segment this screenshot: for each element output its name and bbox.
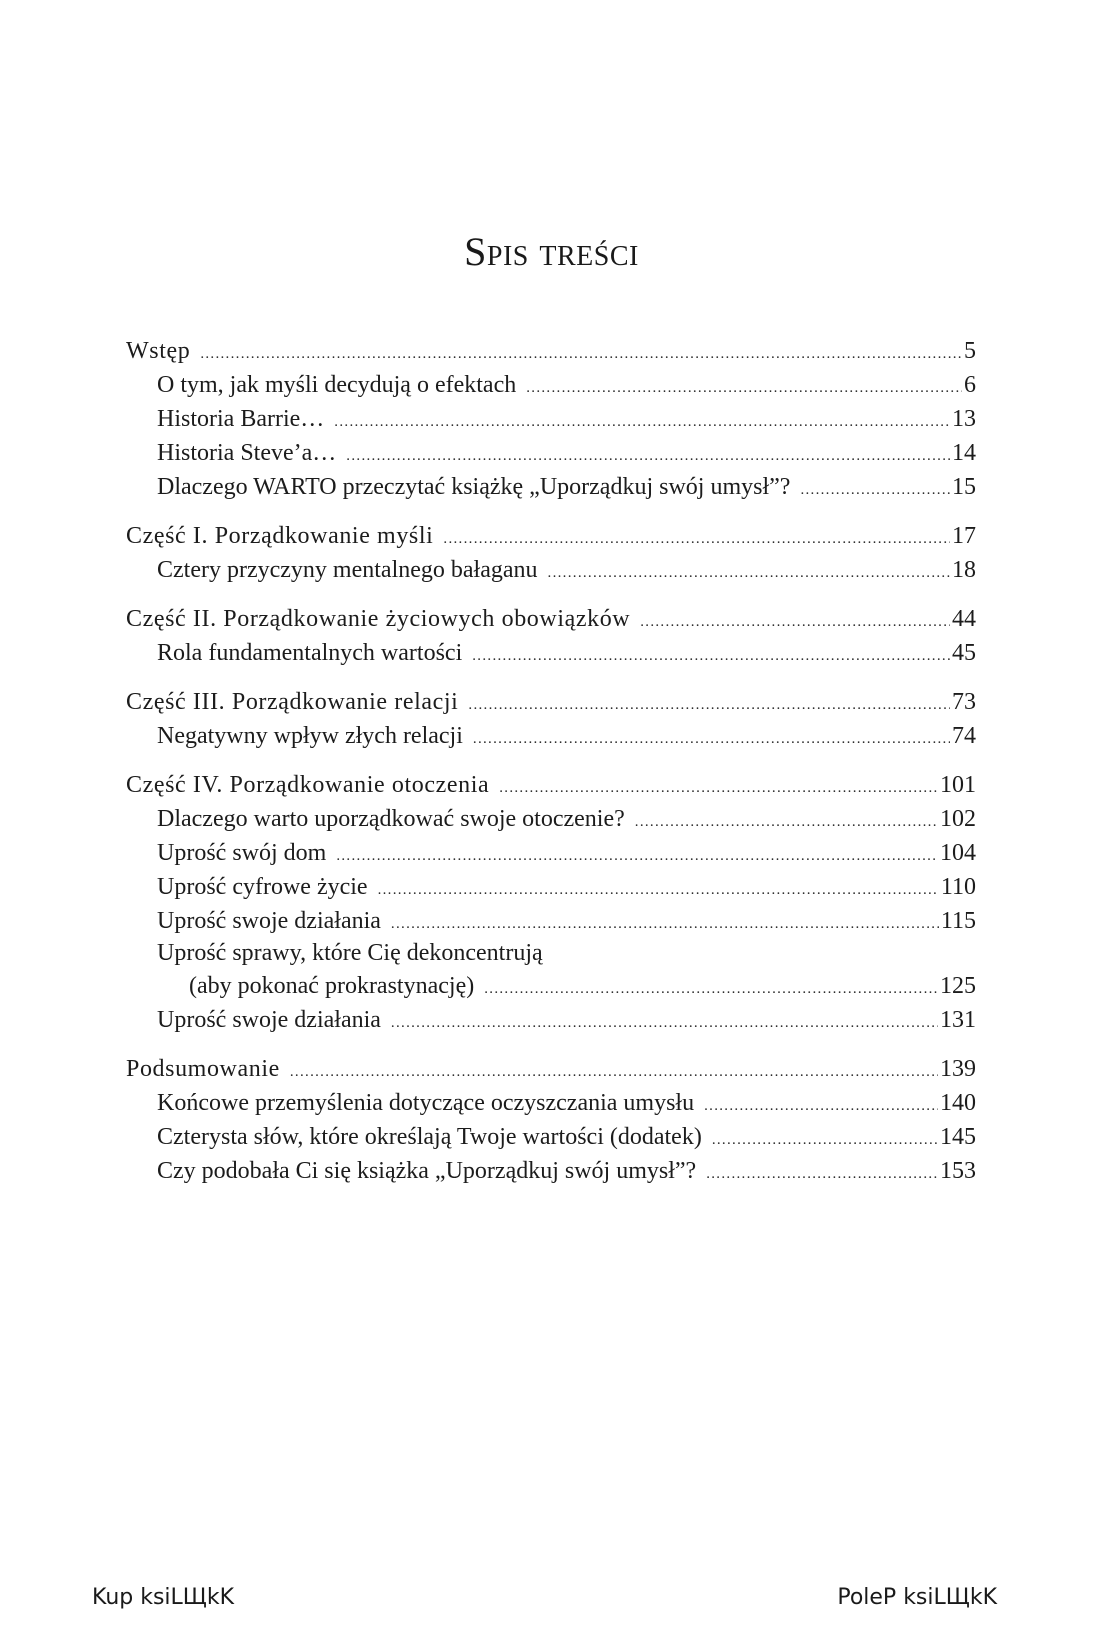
dot-leader: [391, 1006, 938, 1040]
toc-group: [126, 334, 976, 504]
toc-entry-label: Część I. Porządkowanie myśli: [126, 523, 434, 549]
toc-entry-page: 101: [940, 772, 976, 798]
dot-leader: [548, 556, 950, 590]
toc-subentry[interactable]: [126, 1086, 976, 1120]
toc-entry-page: 131: [940, 1007, 976, 1033]
dot-leader: [706, 1157, 938, 1191]
dot-leader: [499, 771, 938, 805]
toc-entry-label: Uprość swój dom: [157, 840, 327, 866]
toc-group: [126, 768, 976, 1037]
toc-entry-page: 140: [940, 1090, 976, 1116]
dot-leader: [800, 473, 950, 507]
toc-entry-label: Uprość swoje działania: [157, 1007, 381, 1033]
toc-entry-page: 73: [952, 689, 976, 715]
toc-entry-page: 153: [940, 1158, 976, 1184]
toc-subentry-line1[interactable]: [126, 938, 976, 969]
toc-entry-label-continued: (aby pokonać prokrastynację): [189, 973, 475, 999]
toc-subentry[interactable]: [126, 1154, 976, 1188]
dot-leader: [640, 605, 950, 639]
toc-entry-page: 125: [940, 973, 976, 999]
toc-group: [126, 1052, 976, 1188]
dot-leader: [712, 1123, 938, 1157]
toc-entry[interactable]: [126, 1052, 976, 1086]
toc-entry-label: Rola fundamentalnych wartości: [157, 640, 463, 666]
toc-entry-page: 115: [940, 908, 976, 934]
toc-entry-page: 17: [952, 523, 976, 549]
toc-subentry[interactable]: [126, 470, 976, 504]
toc-entry-page: 6: [964, 372, 976, 398]
toc-entry-label: Uprość sprawy, które Cię dekoncentrują: [157, 940, 543, 966]
dot-leader: [334, 405, 950, 439]
toc-group: [126, 602, 976, 670]
toc-entry-label: Końcowe przemyślenia dotyczące oczyszczania umysłu: [157, 1090, 695, 1116]
dot-leader: [346, 439, 950, 473]
toc-entry[interactable]: [126, 685, 976, 719]
dot-leader: [391, 907, 939, 941]
toc-subentry[interactable]: [126, 636, 976, 670]
toc-entry-label: Podsumowanie: [126, 1056, 280, 1082]
toc-entry-label: Dlaczego WARTO przeczytać książkę „Uporządkuj swój umysł”?: [157, 474, 791, 500]
toc-subentry[interactable]: [126, 1003, 976, 1037]
toc-entry-label: Wstęp: [126, 338, 191, 364]
dot-leader: [468, 688, 950, 722]
toc-entry-label: Historia Steve’a…: [157, 440, 337, 466]
footer-recommend-book-link[interactable]: PoleP ksiLЩkK: [837, 1585, 997, 1610]
toc-entry-label: Historia Barrie…: [157, 406, 325, 432]
toc-subentry[interactable]: [126, 836, 976, 870]
toc-subentry[interactable]: [126, 904, 976, 938]
toc-subentry[interactable]: [126, 1120, 976, 1154]
toc-entry-page: 44: [952, 606, 976, 632]
dot-leader: [378, 873, 939, 907]
toc-subentry[interactable]: [126, 436, 976, 470]
toc-group: [126, 685, 976, 753]
toc-entry-label: Uprość swoje działania: [157, 908, 381, 934]
dot-leader: [290, 1055, 938, 1089]
page-title: Spis treści: [464, 229, 639, 274]
footer-buy-book-link[interactable]: Kup ksiLЩkK: [92, 1585, 235, 1610]
dot-leader: [484, 972, 938, 1006]
toc-entry[interactable]: [126, 768, 976, 802]
toc-entry-page: 145: [940, 1124, 976, 1150]
toc-subentry[interactable]: [126, 402, 976, 436]
toc-subentry-line2[interactable]: [126, 969, 976, 1003]
toc-entry-page: 74: [952, 723, 976, 749]
toc-entry[interactable]: [126, 334, 976, 368]
toc-entry-label: Część II. Porządkowanie życiowych obowiązków: [126, 606, 631, 632]
dot-leader: [704, 1089, 938, 1123]
toc-subentry[interactable]: [126, 553, 976, 587]
toc-entry-label: Czy podobała Ci się książka „Uporządkuj swój umysł”?: [157, 1158, 697, 1184]
toc-entry-label: Część IV. Porządkowanie otoczenia: [126, 772, 490, 798]
toc-entry-label: Uprość cyfrowe życie: [157, 874, 368, 900]
toc-entry-page: 15: [952, 474, 976, 500]
toc-entry[interactable]: [126, 602, 976, 636]
toc-entry-page: 13: [952, 406, 976, 432]
toc-entry-page: 45: [952, 640, 976, 666]
dot-leader: [635, 805, 938, 839]
toc-subentry[interactable]: [126, 368, 976, 402]
toc-entry[interactable]: [126, 519, 976, 553]
toc-entry-page: 139: [940, 1056, 976, 1082]
toc-entry-label: O tym, jak myśli decydują o efektach: [157, 372, 517, 398]
toc-entry-page: 14: [952, 440, 976, 466]
table-of-contents: [126, 334, 976, 1203]
toc-entry-label: Czterysta słów, które określają Twoje wartości (dodatek): [157, 1124, 702, 1150]
dot-leader: [526, 371, 962, 405]
toc-entry-label: Część III. Porządkowanie relacji: [126, 689, 459, 715]
toc-subentry[interactable]: [126, 870, 976, 904]
toc-subentry[interactable]: [126, 802, 976, 836]
toc-entry-page: 102: [940, 806, 976, 832]
dot-leader: [336, 839, 938, 873]
dot-leader: [473, 722, 950, 756]
dot-leader: [472, 639, 950, 673]
toc-subentry[interactable]: [126, 719, 976, 753]
toc-entry-label: Dlaczego warto uporządkować swoje otoczenie?: [157, 806, 625, 832]
toc-entry-page: 5: [964, 338, 976, 364]
toc-entry-label: Negatywny wpływ złych relacji: [157, 723, 463, 749]
toc-group: [126, 519, 976, 587]
toc-entry-page: 18: [952, 557, 976, 583]
dot-leader: [200, 337, 962, 371]
dot-leader: [443, 522, 950, 556]
toc-entry-label: Cztery przyczyny mentalnego bałaganu: [157, 557, 538, 583]
toc-entry-page: 104: [940, 840, 976, 866]
toc-entry-page: 110: [940, 874, 976, 900]
